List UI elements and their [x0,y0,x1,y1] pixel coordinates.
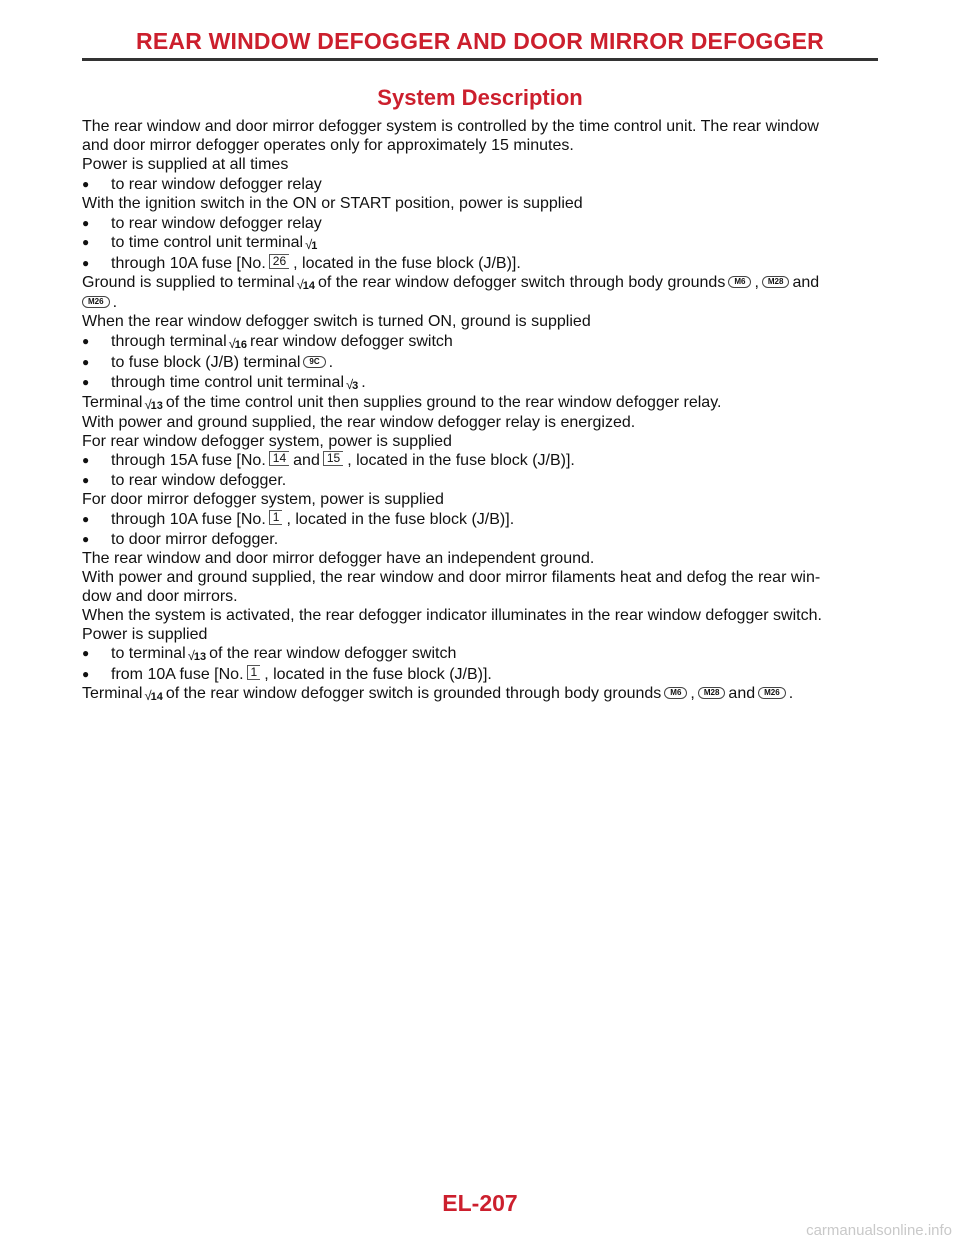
text-line [82,294,882,313]
page-header: REAR WINDOW DEFOGGER AND DOOR MIRROR DEFOGGER [136,28,824,54]
text-span: through 10A fuse [No. [111,511,266,529]
bullet-item [82,254,882,274]
terminal-symbol: √ 14 [297,280,315,292]
text-line: dow and door mirrors. [82,587,238,605]
fuse-number: 1 [247,665,261,680]
text-line [82,394,882,414]
text-line: With the ignition switch in the ON or START position, power is supplied [82,194,583,212]
text-span: to time control unit terminal [111,234,304,252]
text-span: Terminal [82,685,143,703]
page-number: EL-207 [442,1190,518,1216]
bullet-item [82,233,882,254]
ground-symbol: M26 [82,296,110,308]
text-span: through terminal [111,332,227,350]
text-span: to fuse block (J/B) terminal [111,353,301,371]
terminal-symbol: √ 1 [305,240,317,252]
text-span: , located in the fuse block (J/B)]. [286,511,515,529]
bullet-item: ● to door mirror defogger. [82,530,882,550]
bullet-item [82,510,882,530]
text-span: of the rear window defogger switch through body grounds [317,274,726,292]
text-line [82,685,882,705]
terminal-symbol: √ 13 [188,651,206,663]
terminal-symbol: √ 16 [229,339,247,351]
header-rule [82,58,878,61]
text-span: . [788,685,794,703]
text-span: , located in the fuse block (J/B)]. [347,452,575,470]
ground-symbol: M28 [762,276,790,288]
text-line: With power and ground supplied, the rear window defogger relay is energized. [82,413,636,431]
text-line: Power is supplied at all times [82,155,289,173]
text-span: to terminal [111,645,186,663]
text-span: and [728,685,756,703]
text-span: rear window defogger switch [250,332,453,350]
text-line: The rear window and door mirror defogger have an independent ground. [82,549,595,567]
terminal-symbol: 9C [303,356,325,368]
text-span: and [792,274,820,292]
ground-symbol: M28 [698,687,726,699]
watermark: carmanualsonline.info [806,1222,952,1239]
system-description-body [82,118,882,705]
ground-symbol: M6 [728,276,751,288]
bullet-item: ● to rear window defogger relay [82,214,882,234]
bullet-item [82,451,882,471]
text-line: With power and ground supplied, the rear window and door mirror filaments heat and defog the rear win- [82,568,821,586]
fuse-number: 15 [323,451,343,466]
bullet-item [82,665,882,685]
text-line: For rear window defogger system, power is supplied [82,432,452,450]
text-span: , located in the fuse block (J/B)]. [293,255,521,273]
text-span: , [754,274,759,292]
text-span: through time control unit terminal [111,373,344,391]
text-span: through 10A fuse [No. [111,255,266,273]
text-span: . [328,353,334,371]
text-line: and door mirror defogger operates only for approximately 15 minutes. [82,136,574,154]
text-span: of the rear window defogger switch is grounded through body grounds [165,685,662,703]
section-title: System Description [377,85,583,110]
ground-symbol: M6 [664,687,687,699]
fuse-number: 1 [269,510,283,525]
terminal-symbol: √ 14 [144,691,162,703]
text-span: , located in the fuse block (J/B)]. [264,666,492,684]
fuse-number: 14 [269,451,289,466]
text-span: . [112,294,118,312]
text-span: of the time control unit then supplies ground to the rear window defogger relay. [165,393,722,411]
text-line: When the system is activated, the rear defogger indicator illuminates in the rear window defogger switch. [82,606,822,624]
text-span: of the rear window defogger switch [209,645,457,663]
bullet-item: ● to rear window defogger. [82,471,882,491]
terminal-symbol: √ 13 [144,400,162,412]
bullet-item [82,373,882,394]
text-span: through 15A fuse [No. [111,452,266,470]
text-span: , [690,685,695,703]
bullet-item [82,644,882,665]
fuse-number: 26 [269,254,289,269]
text-span: from 10A fuse [No. [111,666,244,684]
ground-symbol: M26 [758,687,786,699]
text-line: When the rear window defogger switch is turned ON, ground is supplied [82,313,591,331]
text-line: For door mirror defogger system, power is supplied [82,491,444,509]
text-span: Ground is supplied to terminal [82,274,295,292]
text-span: . [361,373,366,391]
text-span: and [293,452,320,470]
text-line [82,274,882,294]
bullet-item: ● to rear window defogger relay [82,175,882,195]
terminal-symbol: √ 3 [346,380,358,392]
text-line: The rear window and door mirror defogger system is controlled by the time control unit. The rear window [82,118,819,135]
bullet-item [82,332,882,353]
text-span: Terminal [82,393,143,411]
bullet-item [82,353,882,373]
text-line: Power is supplied [82,625,208,643]
